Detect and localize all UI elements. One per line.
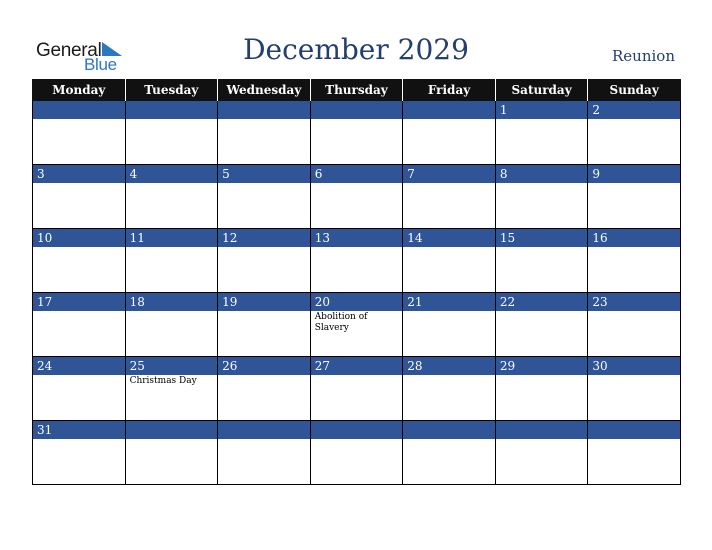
holiday-label: Abolition of Slavery — [314, 312, 368, 333]
holiday-label — [496, 439, 588, 440]
day-number-cell — [403, 229, 496, 248]
day-cell — [588, 439, 681, 485]
day-number: 23 — [592, 295, 608, 309]
day-number-cell — [33, 165, 126, 184]
day-number-cell — [403, 421, 496, 440]
day-cell — [125, 375, 218, 421]
day-number-cell — [495, 421, 588, 440]
day-number — [126, 421, 218, 423]
day-number-cell — [588, 421, 681, 440]
day-number: 27 — [314, 359, 330, 373]
day-number-cell — [403, 357, 496, 376]
day-number: 29 — [499, 359, 516, 373]
day-number-cell — [310, 357, 403, 376]
day-cell — [33, 247, 126, 293]
holiday-label — [496, 183, 588, 184]
day-number-cell — [33, 357, 126, 376]
holiday-label — [311, 183, 403, 184]
day-number: 5 — [222, 167, 230, 181]
holiday-label — [311, 375, 403, 376]
logo-text-general: General — [36, 40, 102, 61]
day-number: 20 — [314, 295, 330, 309]
day-cell — [125, 247, 218, 293]
day-number: 4 — [129, 167, 138, 181]
day-number-cell — [125, 229, 218, 248]
day-number: 24 — [37, 359, 53, 373]
day-number-cell — [310, 293, 403, 312]
day-number-cell — [218, 421, 311, 440]
day-cell — [125, 439, 218, 485]
day-cell — [495, 183, 588, 229]
weekday-header-row — [33, 79, 681, 101]
holiday-label — [126, 119, 218, 120]
calendar-grid — [32, 79, 681, 485]
day-number-cell — [588, 165, 681, 184]
day-number-cell — [125, 165, 218, 184]
day-cell — [588, 311, 681, 357]
day-number: 12 — [222, 231, 238, 245]
holiday-label — [218, 119, 310, 120]
day-cell — [218, 183, 311, 229]
holiday-label — [588, 375, 680, 376]
holiday-label — [218, 183, 310, 184]
weekday-header: Thursday — [310, 79, 403, 101]
day-number-cell — [495, 165, 588, 184]
day-cell — [218, 375, 311, 421]
holiday-label — [311, 247, 403, 248]
day-number — [218, 101, 310, 103]
week-body-row — [33, 247, 681, 293]
week-body-row — [33, 439, 681, 485]
day-number: 10 — [37, 231, 53, 245]
day-number: 9 — [592, 167, 601, 181]
day-cell — [125, 311, 218, 357]
day-cell — [33, 375, 126, 421]
holiday-label — [403, 183, 495, 184]
day-cell — [495, 375, 588, 421]
holiday-label — [126, 439, 218, 440]
day-number — [403, 101, 495, 103]
day-number-cell — [495, 357, 588, 376]
holiday-label — [126, 311, 218, 312]
day-number-cell — [588, 357, 681, 376]
day-number-cell — [403, 101, 496, 119]
day-number-cell — [588, 229, 681, 248]
day-number-cell — [125, 421, 218, 440]
day-cell — [310, 247, 403, 293]
day-number-cell — [495, 293, 588, 312]
day-number: 16 — [592, 231, 608, 245]
day-cell — [403, 311, 496, 357]
weekday-header: Friday — [403, 79, 496, 101]
day-number — [33, 101, 125, 103]
day-cell — [310, 375, 403, 421]
day-number: 11 — [129, 231, 145, 245]
holiday-label — [126, 247, 218, 248]
holiday-label — [588, 247, 680, 248]
day-cell — [495, 119, 588, 165]
holiday-label: Christmas Day — [129, 376, 197, 386]
holiday-label — [311, 119, 403, 120]
day-number: 22 — [499, 295, 516, 309]
week-day-numbers-row — [33, 101, 681, 119]
day-cell — [588, 119, 681, 165]
holiday-label — [33, 247, 125, 248]
day-number-cell — [588, 293, 681, 312]
holiday-label — [311, 439, 403, 440]
day-number-cell — [33, 229, 126, 248]
day-number: 2 — [592, 103, 601, 117]
week-day-numbers-row — [33, 165, 681, 184]
day-number-cell — [218, 357, 311, 376]
day-cell — [310, 183, 403, 229]
calendar-title: December 2029 — [243, 33, 469, 66]
day-number: 30 — [592, 359, 608, 373]
day-cell — [495, 311, 588, 357]
day-number-cell — [33, 101, 126, 119]
weekday-header: Saturday — [495, 79, 588, 101]
day-cell — [403, 247, 496, 293]
day-number-cell — [218, 229, 311, 248]
holiday-label — [33, 311, 125, 312]
holiday-label — [403, 375, 495, 376]
day-number: 1 — [499, 103, 508, 117]
week-body-row — [33, 311, 681, 357]
day-number-cell — [310, 101, 403, 119]
day-number — [403, 421, 495, 423]
day-cell — [403, 375, 496, 421]
day-cell — [495, 247, 588, 293]
holiday-label — [126, 183, 218, 184]
day-number — [126, 101, 218, 103]
day-number — [496, 421, 588, 423]
day-number: 26 — [222, 359, 238, 373]
day-number-cell — [403, 293, 496, 312]
day-number: 15 — [499, 231, 516, 245]
holiday-label — [33, 375, 125, 376]
week-day-numbers-row — [33, 293, 681, 312]
day-cell — [125, 183, 218, 229]
holiday-label — [588, 119, 680, 120]
holiday-label — [33, 119, 125, 120]
day-cell — [403, 119, 496, 165]
weekday-header: Wednesday — [218, 79, 311, 101]
day-number: 8 — [499, 167, 508, 181]
day-number — [588, 421, 680, 423]
day-number: 21 — [407, 295, 423, 309]
day-number-cell — [33, 421, 126, 440]
day-cell — [495, 439, 588, 485]
day-cell — [218, 311, 311, 357]
week-day-numbers-row — [33, 229, 681, 248]
day-number: 19 — [222, 295, 238, 309]
week-body-row — [33, 375, 681, 421]
holiday-label — [403, 247, 495, 248]
day-number: 31 — [37, 423, 53, 437]
day-number-cell — [310, 229, 403, 248]
holiday-label — [403, 439, 495, 440]
weekday-header: Monday — [33, 79, 126, 101]
day-number-cell — [218, 293, 311, 312]
day-number-cell — [218, 101, 311, 119]
day-number: 25 — [129, 359, 145, 373]
day-number: 7 — [407, 167, 415, 181]
day-number: 3 — [37, 167, 45, 181]
holiday-label — [218, 311, 310, 312]
holiday-label — [218, 375, 310, 376]
weekday-header: Sunday — [588, 79, 681, 101]
weekday-header: Tuesday — [125, 79, 218, 101]
day-cell — [218, 119, 311, 165]
day-cell — [125, 119, 218, 165]
holiday-label — [403, 311, 495, 312]
day-number-cell — [218, 165, 311, 184]
region-label: Reunion — [612, 47, 675, 65]
day-number — [218, 421, 310, 423]
week-body-row — [33, 119, 681, 165]
holiday-label — [403, 119, 495, 120]
day-number — [311, 101, 403, 103]
day-number-cell — [495, 101, 588, 119]
day-number-cell — [125, 357, 218, 376]
holiday-label — [33, 183, 125, 184]
holiday-label — [496, 375, 588, 376]
day-cell — [310, 439, 403, 485]
day-number-cell — [310, 421, 403, 440]
holiday-label — [496, 247, 588, 248]
day-number-cell — [403, 165, 496, 184]
day-cell — [33, 183, 126, 229]
holiday-label — [218, 247, 310, 248]
holiday-label — [496, 119, 588, 120]
day-cell — [588, 183, 681, 229]
day-cell — [588, 375, 681, 421]
day-number-cell — [125, 293, 218, 312]
day-cell — [33, 311, 126, 357]
day-number-cell — [310, 165, 403, 184]
day-cell — [403, 183, 496, 229]
day-cell — [218, 247, 311, 293]
day-number: 17 — [37, 295, 53, 309]
holiday-label — [588, 439, 680, 440]
day-number: 14 — [407, 231, 423, 245]
holiday-label — [496, 311, 588, 312]
day-number: 6 — [314, 167, 323, 181]
day-number-cell — [588, 101, 681, 119]
day-cell — [33, 439, 126, 485]
day-cell — [403, 439, 496, 485]
day-number-cell — [495, 229, 588, 248]
day-number: 18 — [129, 295, 145, 309]
holiday-label — [588, 311, 680, 312]
day-cell — [33, 119, 126, 165]
holiday-label — [218, 439, 310, 440]
day-number: 13 — [314, 231, 330, 245]
holiday-label — [33, 439, 125, 440]
holiday-label — [588, 183, 680, 184]
week-body-row — [33, 183, 681, 229]
day-cell — [218, 439, 311, 485]
day-cell — [588, 247, 681, 293]
day-number-cell — [33, 293, 126, 312]
day-cell — [310, 311, 403, 357]
day-number — [311, 421, 403, 423]
week-day-numbers-row — [33, 421, 681, 440]
day-number-cell — [125, 101, 218, 119]
day-number: 28 — [407, 359, 423, 373]
logo-text-blue: Blue — [84, 55, 117, 74]
week-day-numbers-row — [33, 357, 681, 376]
day-cell — [310, 119, 403, 165]
